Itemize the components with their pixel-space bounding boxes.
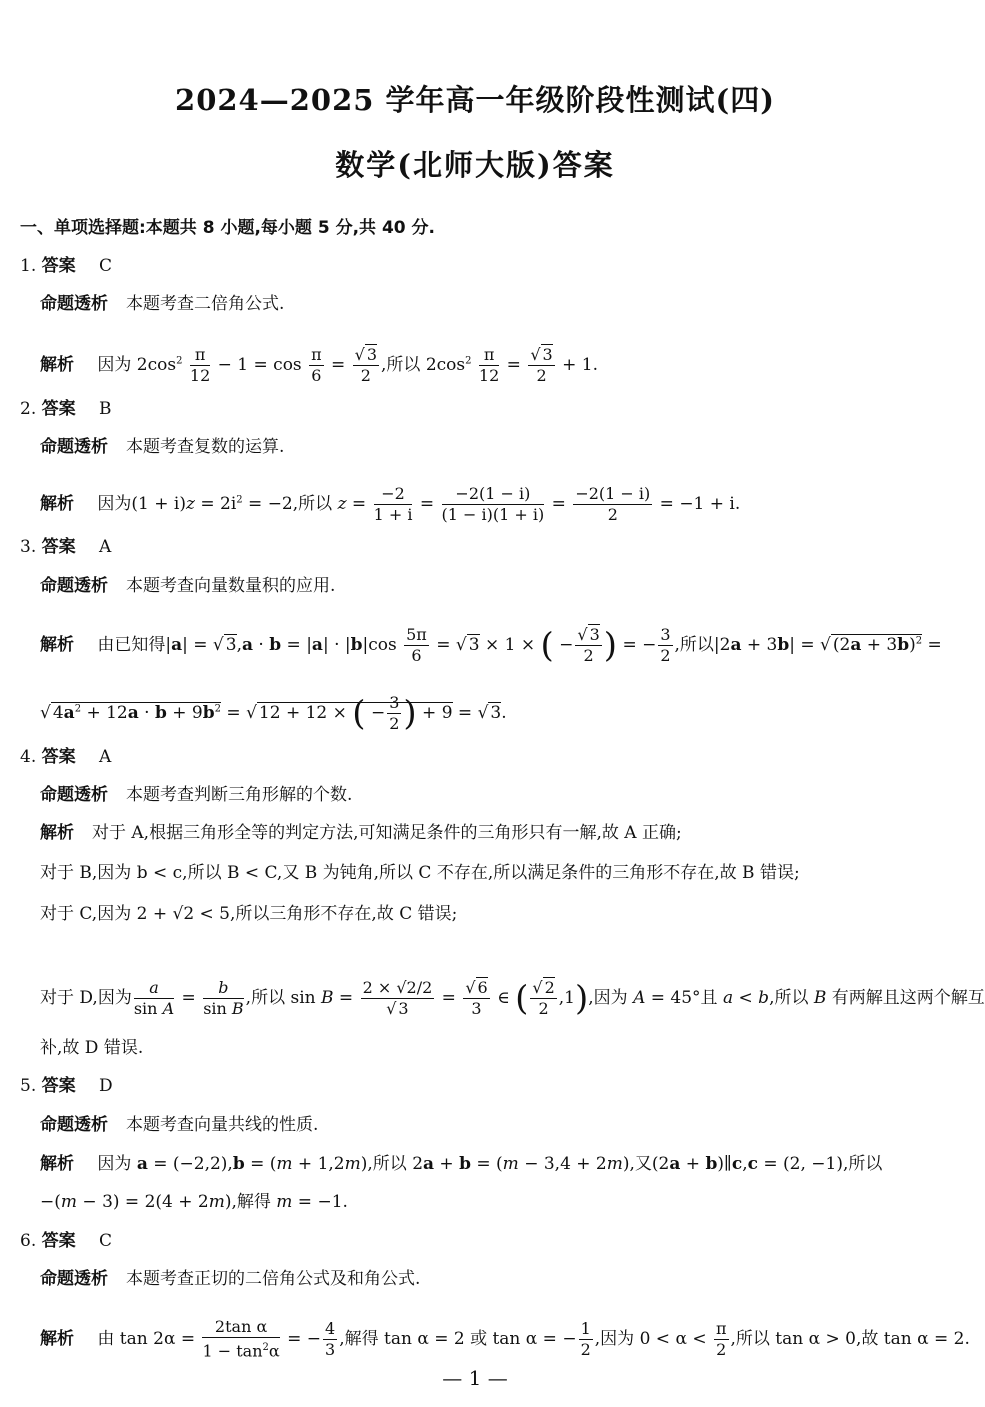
q3-answer-label: 答案 (41, 537, 76, 557)
q4-case-d-end: 补,故 D 错误. (40, 1038, 144, 1058)
q4-analysis-line1 (40, 821, 682, 845)
q4-intent-label: 命题透析 (40, 785, 108, 805)
q5-analysis-math-2: −(m − 3) = 2(4 + 2m),解得 m = −1. (40, 1192, 348, 1212)
q6-intent-label: 命题透析 (40, 1269, 108, 1289)
q2-intent: 本题考查复数的运算. (126, 437, 285, 457)
q4-answer-line (20, 745, 111, 769)
q6-analysis-math: 由 tan 2α = $\frac{\text{2tan α}}{1 - \tan^2\alpha}$ = − $\frac{4}{3}$ ,解得 tan α = 2 或 tan α = − $\frac{1}{2}$ ,因为 0 < α < $\frac{\pi}{2}$ ,所以 tan α > 0,故 tan α = 2. (97, 1317, 970, 1361)
q6-analysis-line (40, 1317, 970, 1361)
q6-answer-line (20, 1229, 112, 1253)
q2-answer-line (20, 397, 112, 421)
q6-number: 6. (20, 1231, 37, 1251)
q1-answer-label: 答案 (41, 256, 76, 276)
q6-answer-label: 答案 (41, 1231, 76, 1251)
q5-intent: 本题考查向量共线的性质. (126, 1115, 319, 1135)
q1-answer: C (99, 256, 113, 276)
q4-case-c: 对于 C,因为 2 + √2 < 5,所以三角形不存在,故 C 错误; (40, 904, 458, 924)
q1-intent: 本题考查二倍角公式. (126, 294, 285, 314)
q5-answer-line (20, 1074, 113, 1098)
q1-number: 1. (20, 256, 37, 276)
q1-analysis-label: 解析 (40, 355, 74, 375)
q3-answer: A (99, 537, 112, 557)
q2-analysis-label: 解析 (40, 494, 74, 514)
q3-analysis-math-1: 由已知得|a| = √ 3,a · b = |a| · |b|cos $\frac{5\pi}{6}$ = √ 3 × 1 × ( − $\frac{√ 3}{2}$ ) = − $\frac{3}{2}$ ,所以|2a + 3b| = √ $(2a + 3b)^2$ = (97, 625, 942, 666)
section-heading: 一、单项选择题:本题共 8 小题,每小题 5 分,共 40 分. (20, 218, 435, 238)
page-number: — 1 — (442, 1366, 508, 1390)
q3-analysis-line1 (40, 625, 942, 666)
q4-case-a: 对于 A,根据三角形全等的判定方法,可知满足条件的三角形只有一解,故 A 正确; (92, 823, 682, 843)
q2-analysis-line (40, 484, 740, 525)
q5-analysis-math-1: 因为 a = (−2,2),b = (m + 1,2m),所以 2a + b = (m − 3,4 + 2m),又(2a + b)∥c,c = (2, −1),所以 (97, 1154, 883, 1174)
q1-analysis-line (40, 345, 598, 386)
q4-intent-line (40, 783, 352, 807)
q5-analysis-label: 解析 (40, 1154, 74, 1174)
q4-analysis-label: 解析 (40, 823, 74, 843)
exam-title: 2024—2025 学年高一年级阶段性测试(四) (175, 83, 775, 117)
q2-intent-line (40, 435, 284, 459)
q2-analysis-math: 因为$(1 + i)z = 2i^2 = -2$,所以 z = $\frac{-2}{1 + i}$ = $\frac{-2(1 - i)}{(1 - i)(1 + i)}$ = $\frac{-2(1 - i)}{2}$ = −1 + i. (97, 484, 741, 524)
q4-answer: A (99, 747, 112, 767)
q6-answer: C (99, 1231, 113, 1251)
q5-answer: D (99, 1076, 113, 1096)
q1-analysis-math: 因为 $2\cos^2$ $\frac{\pi}{12}$ − 1 = cos $\frac{\pi}{6}$ = $\frac{√ 3}{2}$ ,所以 $2\cos^2$ $\frac{\pi}{12}$ = $\frac{√ 3}{2}$ + 1. (97, 345, 599, 385)
q3-intent-line (40, 574, 335, 598)
q2-answer: B (99, 399, 112, 419)
q4-answer-label: 答案 (41, 747, 76, 767)
q3-analysis-label: 解析 (40, 635, 74, 655)
q3-number: 3. (20, 537, 37, 557)
q4-number: 4. (20, 747, 37, 767)
q4-case-b: 对于 B,因为 b < c,所以 B < C,又 B 为钝角,所以 C 不存在,所以满足条件的三角形不存在,故 B 错误; (40, 863, 800, 883)
q4-case-d-math: 对于 D,因为 $\frac{a}{\text{sin A}}$ = $\frac{b}{\text{sin B}}$ ,所以 sin B = $\frac{2 \times √2/2}{√ 3}$ = $\frac{√ 6}{3}$ ∈ ( $\frac{√ 2}{2}$ ,1),因为 A = 45°且 a < b,所以 B 有两解且这两个解互 (40, 978, 985, 1019)
q1-answer-line (20, 254, 112, 278)
q5-answer-label: 答案 (41, 1076, 76, 1096)
q3-analysis-math-2: √ $4a^2 + 12a \cdot b + 9b^2$ = √ 12 + 12 × ( − $\frac{3}{2}$ ) + 9 = √ 3. (40, 693, 507, 734)
q3-answer-line (20, 535, 111, 559)
q5-analysis-line1 (40, 1152, 882, 1176)
exam-subtitle: 数学(北师大版)答案 (335, 148, 615, 182)
q3-analysis-line2 (40, 693, 507, 734)
q5-intent-label: 命题透析 (40, 1115, 108, 1135)
q5-intent-line (40, 1113, 318, 1137)
q1-intent-line (40, 292, 284, 316)
q6-analysis-label: 解析 (40, 1328, 74, 1349)
q1-intent-label: 命题透析 (40, 294, 108, 314)
q6-intent: 本题考查正切的二倍角公式及和角公式. (126, 1269, 421, 1289)
q6-intent-line (40, 1267, 420, 1291)
q4-intent: 本题考查判断三角形解的个数. (126, 785, 353, 805)
q2-answer-label: 答案 (41, 399, 76, 419)
q2-number: 2. (20, 399, 37, 419)
q2-intent-label: 命题透析 (40, 437, 108, 457)
q5-number: 5. (20, 1076, 37, 1096)
q3-intent-label: 命题透析 (40, 576, 108, 596)
q3-intent: 本题考查向量数量积的应用. (126, 576, 336, 596)
